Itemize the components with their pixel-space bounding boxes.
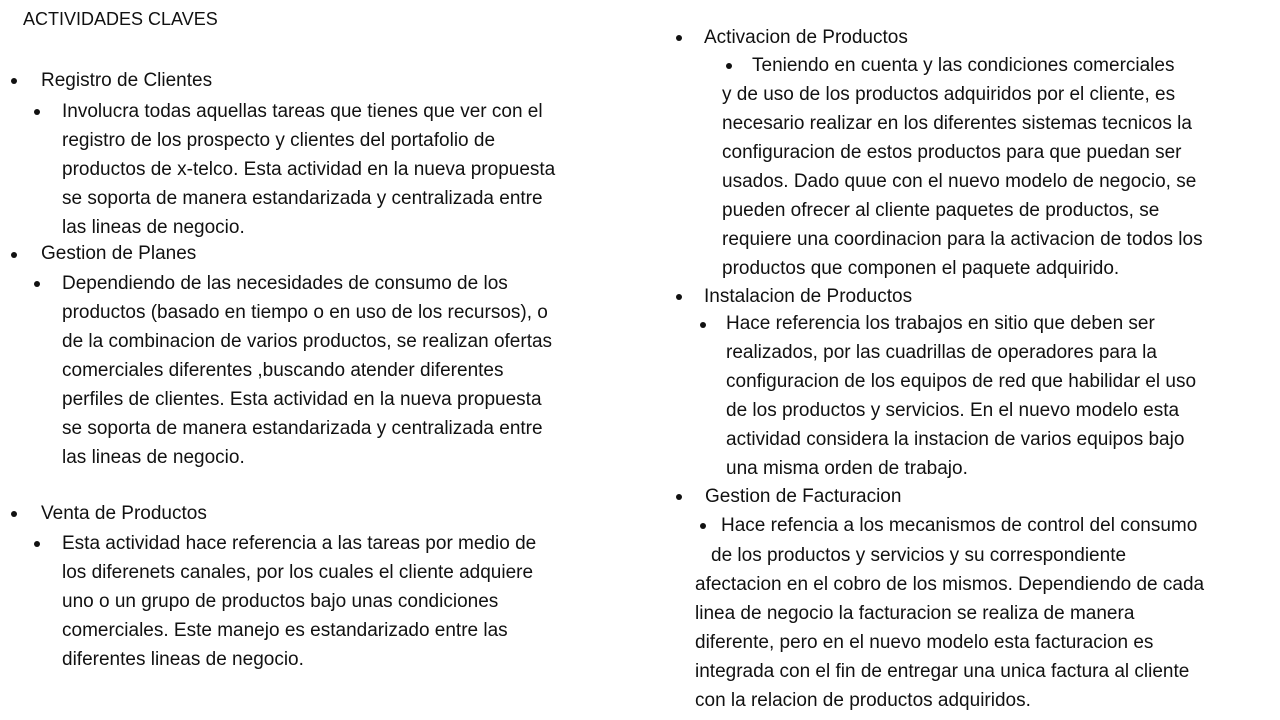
bullet-icon bbox=[676, 294, 682, 300]
section-heading-planes: Gestion de Planes bbox=[41, 243, 197, 264]
section-body-venta: Esta actividad hace referencia a las tareas por medio de los diferenets canales, por los cuales el cliente adquiere uno o un grupo de productos bajo unas condiciones comerciales. Este manejo es estandarizado entre las diferentes lineas de negocio. bbox=[62, 533, 537, 670]
section-body-instalacion: Hace referencia los trabajos en sitio que deben ser realizados, por las cuadrillas de operadores para la configuracion de los equipos de red que habilidar el uso de los productos y servicios. En el nuevo modelo esta actividad considera la instacion de varios equipos bajo una misma orden de trabajo. bbox=[726, 313, 1197, 479]
bullet-icon bbox=[34, 281, 40, 287]
bullet-icon bbox=[34, 109, 40, 115]
section-heading-facturacion: Gestion de Facturacion bbox=[705, 486, 902, 507]
bullet-icon bbox=[676, 35, 682, 41]
bullet-icon bbox=[700, 523, 706, 529]
section-body-planes: Dependiendo de las necesidades de consumo de los productos (basado en tiempo o en uso de los recursos), o de la combinacion de varios productos, se realizan ofertas comerciales diferentes ,buscando atender diferentes perfiles de clientes. Esta actividad en la nueva propuesta se soporta de manera estandarizada y centralizada entre las lineas de negocio. bbox=[62, 273, 553, 468]
section-heading-instalacion: Instalacion de Productos bbox=[704, 286, 913, 307]
section-body-activacion: y de uso de los productos adquiridos por el cliente, es necesario realizar en los diferentes sistemas tecnicos la configuracion de estos productos para que puedan ser usados. Dado quue con el nuevo modelo de negocio, se pueden ofrecer al cliente paquetes de productos, se requiere una coordinacion para la activacion de todos los productos que componen el paquete adquirido. bbox=[722, 84, 1203, 279]
bullet-icon bbox=[11, 78, 17, 84]
section-heading-registro: Registro de Clientes bbox=[41, 70, 213, 91]
section-heading-activacion: Activacion de Productos bbox=[704, 27, 908, 48]
section-line-facturacion-1: de los productos y servicios y su correspondiente bbox=[711, 545, 1127, 566]
bullet-icon bbox=[11, 252, 17, 258]
bullet-icon bbox=[676, 494, 682, 500]
section-body-facturacion: afectacion en el cobro de los mismos. Dependiendo de cada linea de negocio la facturacion se realiza de manera diferente, pero en el nuevo modelo esta facturacion es integrada con el fin de entregar una unica factura al cliente con la relacion de productos adquiridos. bbox=[695, 574, 1205, 711]
section-firstline-facturacion: Hace refencia a los mecanismos de control del consumo bbox=[721, 515, 1198, 536]
bullet-icon bbox=[34, 541, 40, 547]
bullet-icon bbox=[700, 322, 706, 328]
bullet-icon bbox=[726, 63, 732, 69]
page-title: ACTIVIDADES CLAVES bbox=[23, 9, 218, 29]
section-body-registro: Involucra todas aquellas tareas que tienes que ver con el registro de los prospecto y clientes del portafolio de productos de x-telco. Esta actividad en la nueva propuesta se soporta de manera estandarizada y centralizada entre las lineas de negocio. bbox=[62, 101, 556, 238]
bullet-icon bbox=[11, 511, 17, 517]
section-heading-venta: Venta de Productos bbox=[41, 503, 207, 524]
section-firstline-activacion: Teniendo en cuenta y las condiciones comerciales bbox=[752, 55, 1175, 76]
